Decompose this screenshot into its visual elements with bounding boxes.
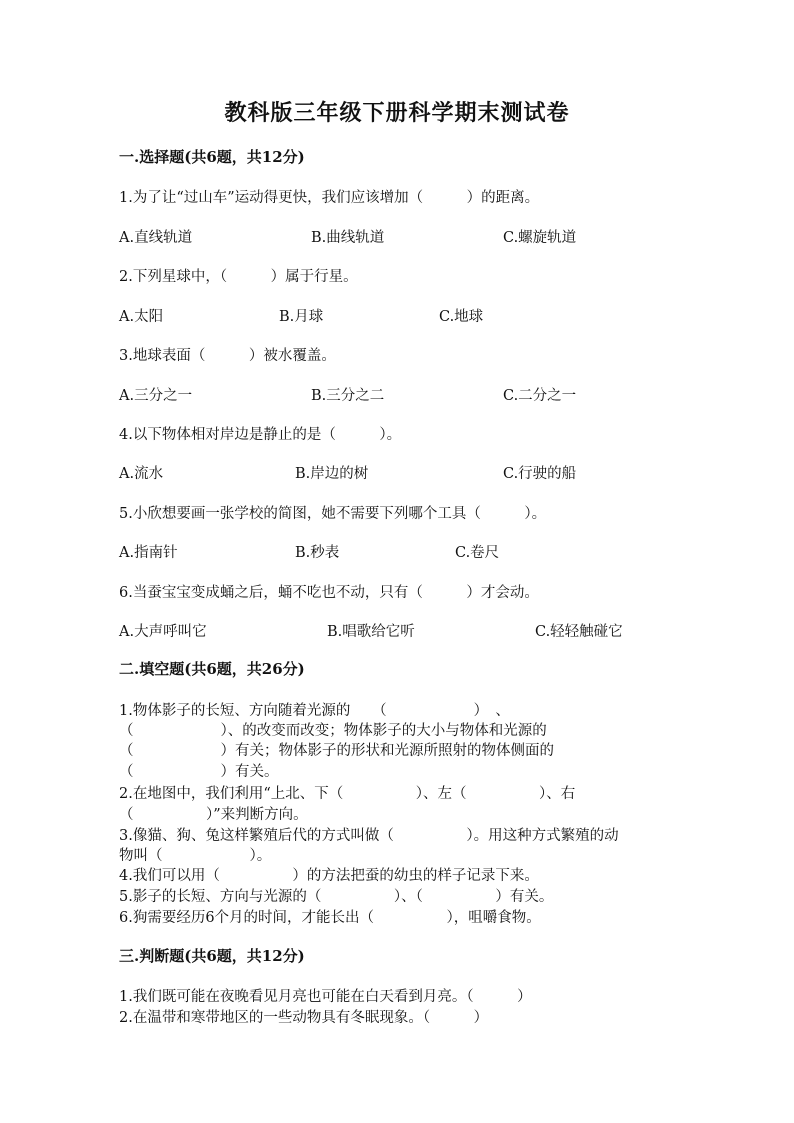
choice-option: A.指南针 xyxy=(119,545,178,561)
choice-option: A.直线轨道 xyxy=(119,230,193,246)
judge-line: 1.我们既可能在夜晚看见月亮也可能在白天看到月亮。（ ） xyxy=(119,989,532,1005)
fill-line: （ ）有关；物体影子的形状和光源所照射的物体侧面的 xyxy=(119,743,554,759)
choice-option: B.月球 xyxy=(279,309,324,325)
fill-line: （ ）”来判断方向。 xyxy=(119,807,308,823)
judge-line: 2.在温带和寒带地区的一些动物具有冬眠现象。（ ） xyxy=(119,1010,489,1026)
choice-option: B.唱歌给它听 xyxy=(327,624,415,640)
fill-line: 4.我们可以用（ ）的方法把蚕的幼虫的样子记录下来。 xyxy=(119,868,539,884)
section-heading-choice: 一.选择题(共6题，共12分) xyxy=(119,148,305,166)
choice-question-5: 5.小欣想要画一张学校的简图，她不需要下列哪个工具（ ）。 xyxy=(119,506,547,522)
fill-line: 5.影子的长短、方向与光源的（ ）、（ ）有关。 xyxy=(119,889,554,905)
fill-line: （ ）、的改变而改变；物体影子的大小与物体和光源的 xyxy=(119,723,547,739)
choice-option: B.三分之二 xyxy=(311,388,385,404)
fill-line: 2.在地图中，我们利用“上北、下（ ）、左（ ）、右 xyxy=(119,786,576,802)
choice-option: B.岸边的树 xyxy=(295,466,369,482)
choice-question-3: 3.地球表面（ ）被水覆盖。 xyxy=(119,348,336,364)
choice-question-4: 4.以下物体相对岸边是静止的是（ ）。 xyxy=(119,427,402,443)
choice-option: C.地球 xyxy=(439,309,484,325)
exam-title: 教科版三年级下册科学期末测试卷 xyxy=(224,100,570,126)
fill-line: 1.物体影子的长短、方向随着光源的 （ ） 、 xyxy=(119,703,510,719)
choice-option: C.二分之一 xyxy=(503,388,577,404)
choice-question-6: 6.当蚕宝宝变成蛹之后，蛹不吃也不动，只有（ ）才会动。 xyxy=(119,585,539,601)
choice-option: A.太阳 xyxy=(119,309,164,325)
fill-line: 6.狗需要经历6个月的时间，才能长出（ ），咀嚼食物。 xyxy=(119,910,541,926)
section-heading-judge: 三.判断题(共6题，共12分) xyxy=(119,947,305,965)
choice-option: B.曲线轨道 xyxy=(311,230,385,246)
choice-question-1: 1.为了让“过山车”运动得更快，我们应该增加（ ）的距离。 xyxy=(119,190,540,206)
section-heading-fill: 二.填空题(共6题，共26分) xyxy=(119,660,305,678)
choice-option: A.三分之一 xyxy=(119,388,193,404)
fill-line: 物叫（ ）。 xyxy=(119,848,272,864)
choice-option: C.轻轻触碰它 xyxy=(535,624,623,640)
choice-option: C.卷尺 xyxy=(455,545,500,561)
choice-option: A.大声呼叫它 xyxy=(119,624,207,640)
fill-line: （ ）有关。 xyxy=(119,764,279,780)
choice-option: C.行驶的船 xyxy=(503,466,577,482)
choice-option: A.流水 xyxy=(119,466,164,482)
fill-line: 3.像猫、狗、兔这样繁殖后代的方式叫做（ ）。用这种方式繁殖的动 xyxy=(119,828,619,844)
choice-option: B.秒表 xyxy=(295,545,340,561)
choice-question-2: 2.下列星球中，（ ）属于行星。 xyxy=(119,269,358,285)
choice-option: C.螺旋轨道 xyxy=(503,230,577,246)
